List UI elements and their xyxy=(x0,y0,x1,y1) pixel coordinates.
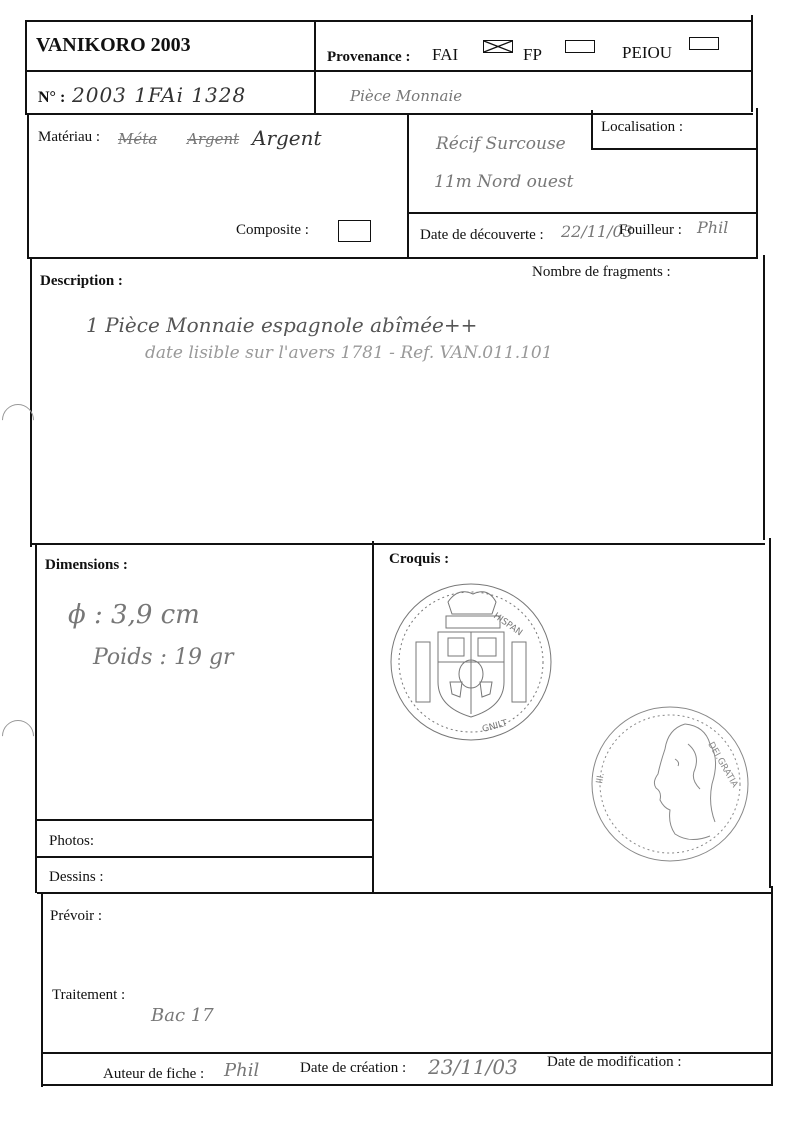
auteur-value: Phil xyxy=(224,1060,260,1081)
dessins-label: Dessins : xyxy=(49,869,104,885)
svg-text:HISPAN: HISPAN xyxy=(491,611,524,639)
line-photos xyxy=(37,819,373,821)
date-decouverte-label: Date de découverte : xyxy=(420,227,544,243)
frame-left-mat xyxy=(27,113,29,258)
option-fp-label: FP xyxy=(523,45,542,64)
description-label: Description : xyxy=(40,273,123,289)
frame-right-mat xyxy=(756,108,758,258)
checkbox-peiou[interactable] xyxy=(689,37,719,50)
localisation-label: Localisation : xyxy=(601,119,684,135)
coin-reverse-sketch-icon xyxy=(388,582,558,747)
provenance-label: Provenance : xyxy=(327,49,411,65)
frame-left-bottom xyxy=(41,892,43,1087)
line-local-box-left xyxy=(591,110,593,150)
line-mat-split xyxy=(407,113,409,259)
photos-label: Photos: xyxy=(49,833,95,849)
fouilleur-value: Phil xyxy=(697,218,729,237)
line-date xyxy=(408,212,758,214)
description-line-1: 1 Pièce Monnaie espagnole abîmée++ xyxy=(86,313,478,337)
object-name: Pièce Monnaie xyxy=(350,87,463,105)
dimensions-diameter: ϕ : 3,9 cm xyxy=(68,600,200,630)
composite-label: Composite : xyxy=(236,222,309,238)
croquis-label: Croquis : xyxy=(389,551,450,567)
materiau-value: Argent xyxy=(252,126,322,150)
description-line-2: date lisible sur l'avers 1781 - Ref. VAN.011.101 xyxy=(145,343,553,363)
materiau-struck-1: Méta xyxy=(118,130,158,148)
dimensions-weight: Poids : 19 gr xyxy=(93,645,234,670)
frame-left-desc xyxy=(30,257,32,547)
punch-hole-icon xyxy=(0,397,41,442)
fouilleur-label: Fouilleur : xyxy=(619,222,682,238)
line-number xyxy=(25,113,753,115)
svg-text:GNILT: GNILT xyxy=(481,718,509,735)
localisation-line-1: Récif Surcouse xyxy=(436,134,566,154)
creation-label: Date de création : xyxy=(300,1060,407,1076)
option-peiou-label: PEIOU xyxy=(622,43,673,62)
date-decouverte-value: 22/11/03 xyxy=(561,222,633,241)
frame-right-desc xyxy=(763,255,765,540)
frame-bottom xyxy=(43,1084,773,1086)
line-header-split xyxy=(314,20,316,115)
checkbox-fai[interactable] xyxy=(483,40,513,53)
number-label: N° : xyxy=(38,89,66,106)
line-description-bottom xyxy=(30,543,765,545)
line-dim-split xyxy=(372,541,374,893)
prevoir-label: Prévoir : xyxy=(50,908,103,924)
line-header xyxy=(25,70,753,72)
check-cross-icon xyxy=(484,41,512,52)
creation-value: 23/11/03 xyxy=(428,1055,518,1079)
coin-obverse-sketch-icon xyxy=(590,704,756,864)
localisation-line-2: 11m Nord ouest xyxy=(434,172,574,192)
frame-top xyxy=(25,20,753,22)
fragments-label: Nombre de fragments : xyxy=(532,264,671,280)
checkbox-fp[interactable] xyxy=(565,40,595,53)
line-dessins xyxy=(37,856,373,858)
frame-right-upper xyxy=(751,15,753,112)
traitement-value: Bac 17 xyxy=(151,1005,214,1026)
frame-left-upper xyxy=(25,20,27,115)
frame-left-dim xyxy=(35,543,37,893)
svg-text:DEI.GRATIA: DEI.GRATIA xyxy=(705,740,740,790)
frame-right-dim xyxy=(769,538,771,888)
dimensions-label: Dimensions : xyxy=(45,557,128,573)
frame-right-bottom xyxy=(771,886,773,1086)
traitement-label: Traitement : xyxy=(52,987,126,1003)
auteur-label: Auteur de fiche : xyxy=(103,1066,205,1082)
line-description-top xyxy=(27,257,758,259)
page-title: VANIKORO 2003 xyxy=(36,34,191,56)
materiau-struck-2: Argent xyxy=(187,130,240,148)
materiau-label: Matériau : xyxy=(38,129,101,145)
modification-label: Date de modification : xyxy=(547,1054,682,1070)
option-fai-label: FAI xyxy=(432,45,459,64)
line-local-box xyxy=(591,148,757,150)
line-prevoir-top xyxy=(37,892,771,894)
composite-checkbox[interactable] xyxy=(338,220,371,242)
svg-text:III.: III. xyxy=(595,772,607,785)
number-value: 2003 1FAi 1328 xyxy=(72,83,247,107)
